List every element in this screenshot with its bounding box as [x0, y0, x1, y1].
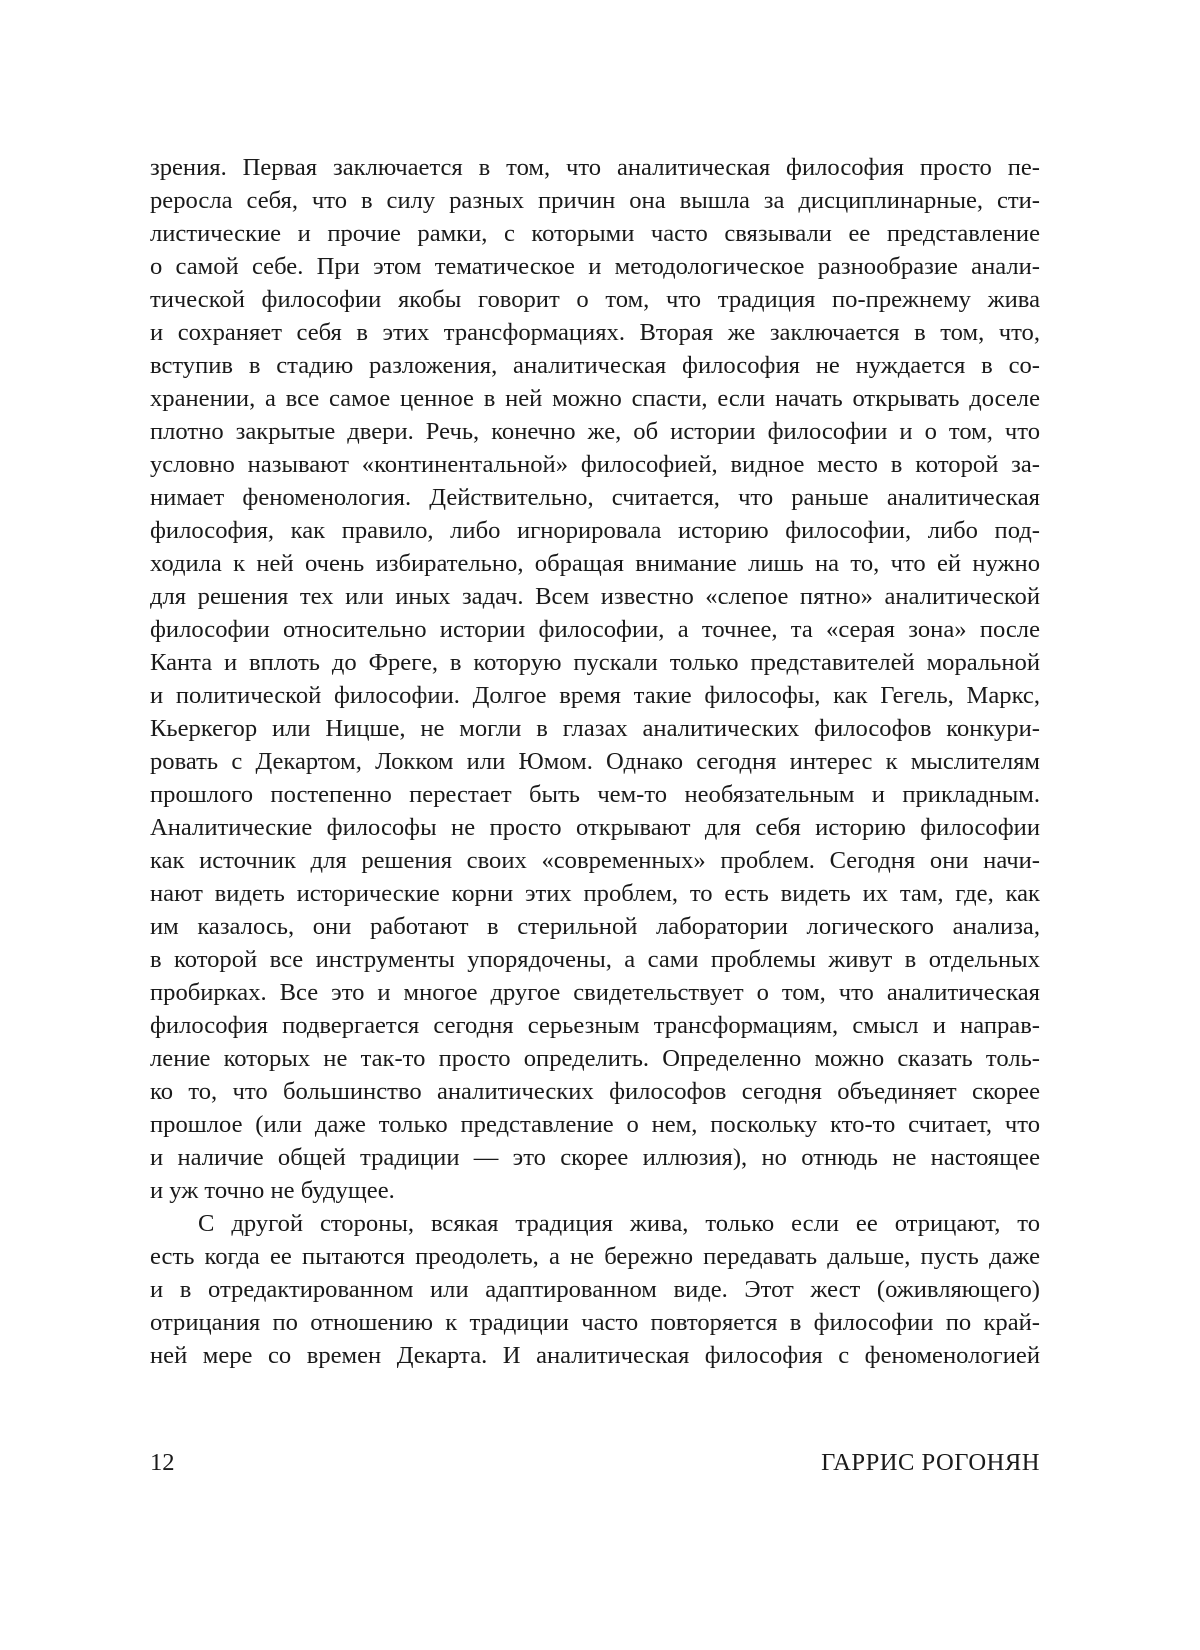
text-line: нимает феноменология. Действительно, считается, что раньше аналитическая — [150, 481, 1040, 514]
text-line: философия, как правило, либо игнорировала историю философии, либо под- — [150, 514, 1040, 547]
text-line: реросла себя, что в силу разных причин она вышла за дисциплинарные, сти- — [150, 184, 1040, 217]
text-line: ко то, что большинство аналитических философов сегодня объединяет скорее — [150, 1075, 1040, 1108]
text-line: ровать с Декартом, Локком или Юмом. Однако сегодня интерес к мыслителям — [150, 745, 1040, 778]
text-line: вступив в стадию разложения, аналитическая философия не нуждается в со- — [150, 349, 1040, 382]
book-page — [0, 0, 1200, 1650]
text-line: и в отредактированном или адаптированном виде. Этот жест (оживляющего) — [150, 1273, 1040, 1306]
text-line: зрения. Первая заключается в том, что аналитическая философия просто пе- — [150, 151, 1040, 184]
text-line: Кьеркегор или Ницше, не могли в глазах аналитических философов конкури- — [150, 712, 1040, 745]
text-line: нают видеть исторические корни этих проблем, то есть видеть их там, где, как — [150, 877, 1040, 910]
text-line: ходила к ней очень избирательно, обращая внимание лишь на то, что ей нужно — [150, 547, 1040, 580]
text-line: плотно закрытые двери. Речь, конечно же, об истории философии и о том, что — [150, 415, 1040, 448]
text-line: и политической философии. Долгое время такие философы, как Гегель, Маркс, — [150, 679, 1040, 712]
text-line: Канта и вплоть до Фреге, в которую пускали только представителей моральной — [150, 646, 1040, 679]
text-line: и наличие общей традиции — это скорее иллюзия), но отнюдь не настоящее — [150, 1141, 1040, 1174]
text-line: хранении, а все самое ценное в ней можно спасти, если начать открывать доселе — [150, 382, 1040, 415]
text-line: отрицания по отношению к традиции часто повторяется в философии по край- — [150, 1306, 1040, 1339]
page-number: 12 — [150, 1448, 175, 1478]
text-line: Аналитические философы не просто открывают для себя историю философии — [150, 811, 1040, 844]
text-line: пробирках. Все это и многое другое свидетельствует о том, что аналитическая — [150, 976, 1040, 1009]
text-line: листические и прочие рамки, с которыми часто связывали ее представление — [150, 217, 1040, 250]
text-line: ление которых не так-то просто определить. Определенно можно сказать толь- — [150, 1042, 1040, 1075]
text-line: для решения тех или иных задач. Всем известно «слепое пятно» аналитической — [150, 580, 1040, 613]
text-line: философии относительно истории философии, а точнее, та «серая зона» после — [150, 613, 1040, 646]
body-text — [150, 151, 1040, 1372]
page-footer — [150, 1448, 1040, 1478]
text-line: как источник для решения своих «современных» проблем. Сегодня они начи- — [150, 844, 1040, 877]
text-line: в которой все инструменты упорядочены, а сами проблемы живут в отдельных — [150, 943, 1040, 976]
text-line: условно называют «континентальной» философией, видное место в которой за- — [150, 448, 1040, 481]
text-line: есть когда ее пытаются преодолеть, а не бережно передавать дальше, пусть даже — [150, 1240, 1040, 1273]
text-line: и сохраняет себя в этих трансформациях. Вторая же заключается в том, что, — [150, 316, 1040, 349]
text-line: о самой себе. При этом тематическое и методологическое разнообразие анали- — [150, 250, 1040, 283]
text-line: С другой стороны, всякая традиция жива, только если ее отрицают, то — [150, 1207, 1040, 1240]
text-line: философия подвергается сегодня серьезным трансформациям, смысл и направ- — [150, 1009, 1040, 1042]
text-line: тической философии якобы говорит о том, что традиция по-прежнему жива — [150, 283, 1040, 316]
text-line: ней мере со времен Декарта. И аналитическая философия с феноменологией — [150, 1339, 1040, 1372]
text-line: прошлого постепенно перестает быть чем-то необязательным и прикладным. — [150, 778, 1040, 811]
text-line: прошлое (или даже только представление о нем, поскольку кто-то считает, что — [150, 1108, 1040, 1141]
text-line: им казалось, они работают в стерильной лаборатории логического анализа, — [150, 910, 1040, 943]
paragraph — [150, 1207, 1040, 1372]
text-line: и уж точно не будущее. — [150, 1174, 1040, 1207]
running-head-author: ГАРРИС РОГОНЯН — [821, 1448, 1040, 1478]
paragraph — [150, 151, 1040, 1207]
